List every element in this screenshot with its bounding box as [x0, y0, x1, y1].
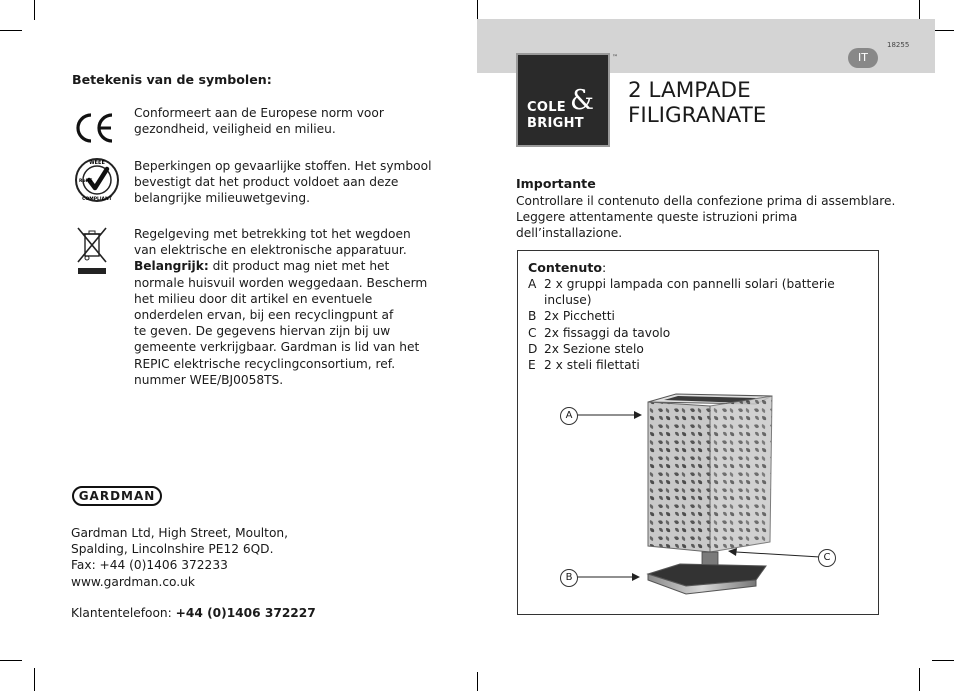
svg-text:WEEE: WEEE — [89, 160, 105, 166]
item-letter: A — [528, 277, 537, 291]
crop-mark — [919, 668, 920, 691]
important-label: Belangrijk: — [134, 259, 209, 274]
item-letter: B — [528, 309, 537, 324]
contents-heading — [528, 260, 606, 275]
address-line: Fax: +44 (0)1406 372233 — [71, 558, 228, 573]
text-line: REPIC elektrische recyclingconsortium, ref. — [134, 356, 396, 371]
phone-label: Klantentelefoon: — [71, 606, 176, 620]
item-letter: C — [528, 325, 537, 340]
title-line: FILIGRANATE — [628, 103, 767, 128]
text-line: te geven. De gegevens hiervan zijn bij uw — [134, 324, 391, 339]
crop-mark — [0, 30, 22, 31]
brand-line1: COLE — [527, 100, 566, 115]
contents-title: Contenuto — [528, 260, 603, 275]
crop-mark — [932, 660, 954, 661]
trademark-symbol: ™ — [612, 54, 618, 61]
symbol-desc-ce — [134, 105, 384, 137]
lamp-panel-right — [710, 396, 772, 552]
text-line: dit product mag niet met het — [208, 259, 390, 274]
text-line: Beperkingen op gevaarlijke stoffen. Het symbool — [134, 159, 432, 173]
crop-mark — [34, 0, 35, 20]
text-line: het milieu door dit artikel en eventuele — [134, 291, 373, 306]
address-line: Gardman Ltd, High Street, Moulton, — [71, 526, 289, 540]
symbol-desc-weee — [134, 226, 427, 388]
brand-line2: BRIGHT — [527, 116, 584, 131]
text-line: Regelgeving met betrekking tot het wegdoen — [134, 227, 411, 241]
cole-bright-logo — [518, 55, 608, 145]
brand-ampersand: & — [570, 85, 595, 116]
contents-list — [528, 276, 868, 373]
lamp-illustration — [560, 390, 840, 605]
list-item — [528, 276, 868, 292]
crop-mark — [919, 0, 920, 20]
important-line — [134, 258, 427, 274]
callout-arrow-c — [736, 552, 820, 557]
website-link[interactable]: www.gardman.co.uk — [71, 574, 195, 589]
title-line: 2 LAMPADE — [628, 78, 751, 103]
list-item — [528, 325, 868, 341]
crop-mark — [34, 668, 35, 691]
text-line: gezondheid, veiligheid en milieu. — [134, 122, 336, 137]
weee-rohs-compliant-icon — [74, 157, 120, 203]
arrow-head — [632, 573, 640, 581]
text-line: dell’installazione. — [516, 226, 623, 241]
lamp-panel-left — [648, 402, 710, 552]
address-line: Spalding, Lincolnshire PE12 6QD. — [71, 542, 274, 557]
crop-mark — [477, 0, 478, 19]
svg-text:COMPLIANT: COMPLIANT — [82, 197, 112, 202]
item-letter: D — [528, 341, 538, 356]
item-text: incluse) — [544, 293, 592, 308]
company-address — [71, 525, 288, 590]
text-line: nummer WEE/BJ0058TS. — [134, 372, 284, 387]
product-code: 18255 — [887, 41, 910, 49]
item-text: 2x fissaggi da tavolo — [544, 325, 671, 340]
crossed-out-bin-icon — [76, 226, 108, 276]
ce-mark-icon — [74, 112, 116, 144]
list-item — [528, 357, 868, 373]
crop-mark — [477, 672, 478, 691]
callout-c: C — [818, 549, 836, 567]
arrow-head — [634, 411, 642, 419]
text-line: normale huisvuil worden weggedaan. Bescherm — [134, 275, 428, 290]
callout-b: B — [560, 569, 578, 587]
contents-colon: : — [602, 260, 607, 275]
crop-mark — [932, 30, 954, 31]
text-line: bevestigt dat het product voldoet aan deze — [134, 175, 399, 190]
item-letter: E — [528, 358, 536, 373]
symbols-heading: Betekenis van de symbolen: — [72, 72, 272, 87]
item-text: 2x Sezione stelo — [544, 341, 644, 356]
text-line: van elektrische en elektronische apparatuur. — [134, 243, 407, 258]
text-line: Leggere attentamente queste istruzioni prima — [516, 210, 798, 225]
svg-text:RoHS: RoHS — [79, 179, 93, 184]
item-text: 2x Picchetti — [544, 309, 615, 324]
text-line: onderdelen ervan, bij een recyclingpunt af — [134, 308, 394, 323]
item-text: 2 x gruppi lampada con pannelli solari (batterie — [544, 277, 835, 291]
gardman-logo: GARDMAN — [72, 486, 162, 506]
list-item — [528, 341, 868, 357]
text-line: belangrijke milieuwetgeving. — [134, 191, 310, 206]
language-badge: IT — [848, 48, 878, 68]
text-line: Controllare il contenuto della confezione prima di assemblare. — [516, 194, 896, 208]
list-item-continuation — [528, 292, 868, 308]
text-line: Conformeert aan de Europese norm voor — [134, 106, 384, 120]
important-text — [516, 193, 895, 242]
page-title — [628, 78, 766, 128]
list-item — [528, 308, 868, 324]
phone-number: +44 (0)1406 372227 — [175, 606, 316, 620]
callout-a: A — [560, 407, 578, 425]
crop-mark — [0, 660, 22, 661]
text-line: gemeente verkrijgbaar. Gardman is lid van het — [134, 340, 420, 355]
important-heading: Importante — [516, 176, 596, 191]
symbol-desc-rohs — [134, 158, 431, 207]
customer-phone — [71, 605, 316, 621]
item-text: 2 x steli filettati — [544, 358, 640, 373]
